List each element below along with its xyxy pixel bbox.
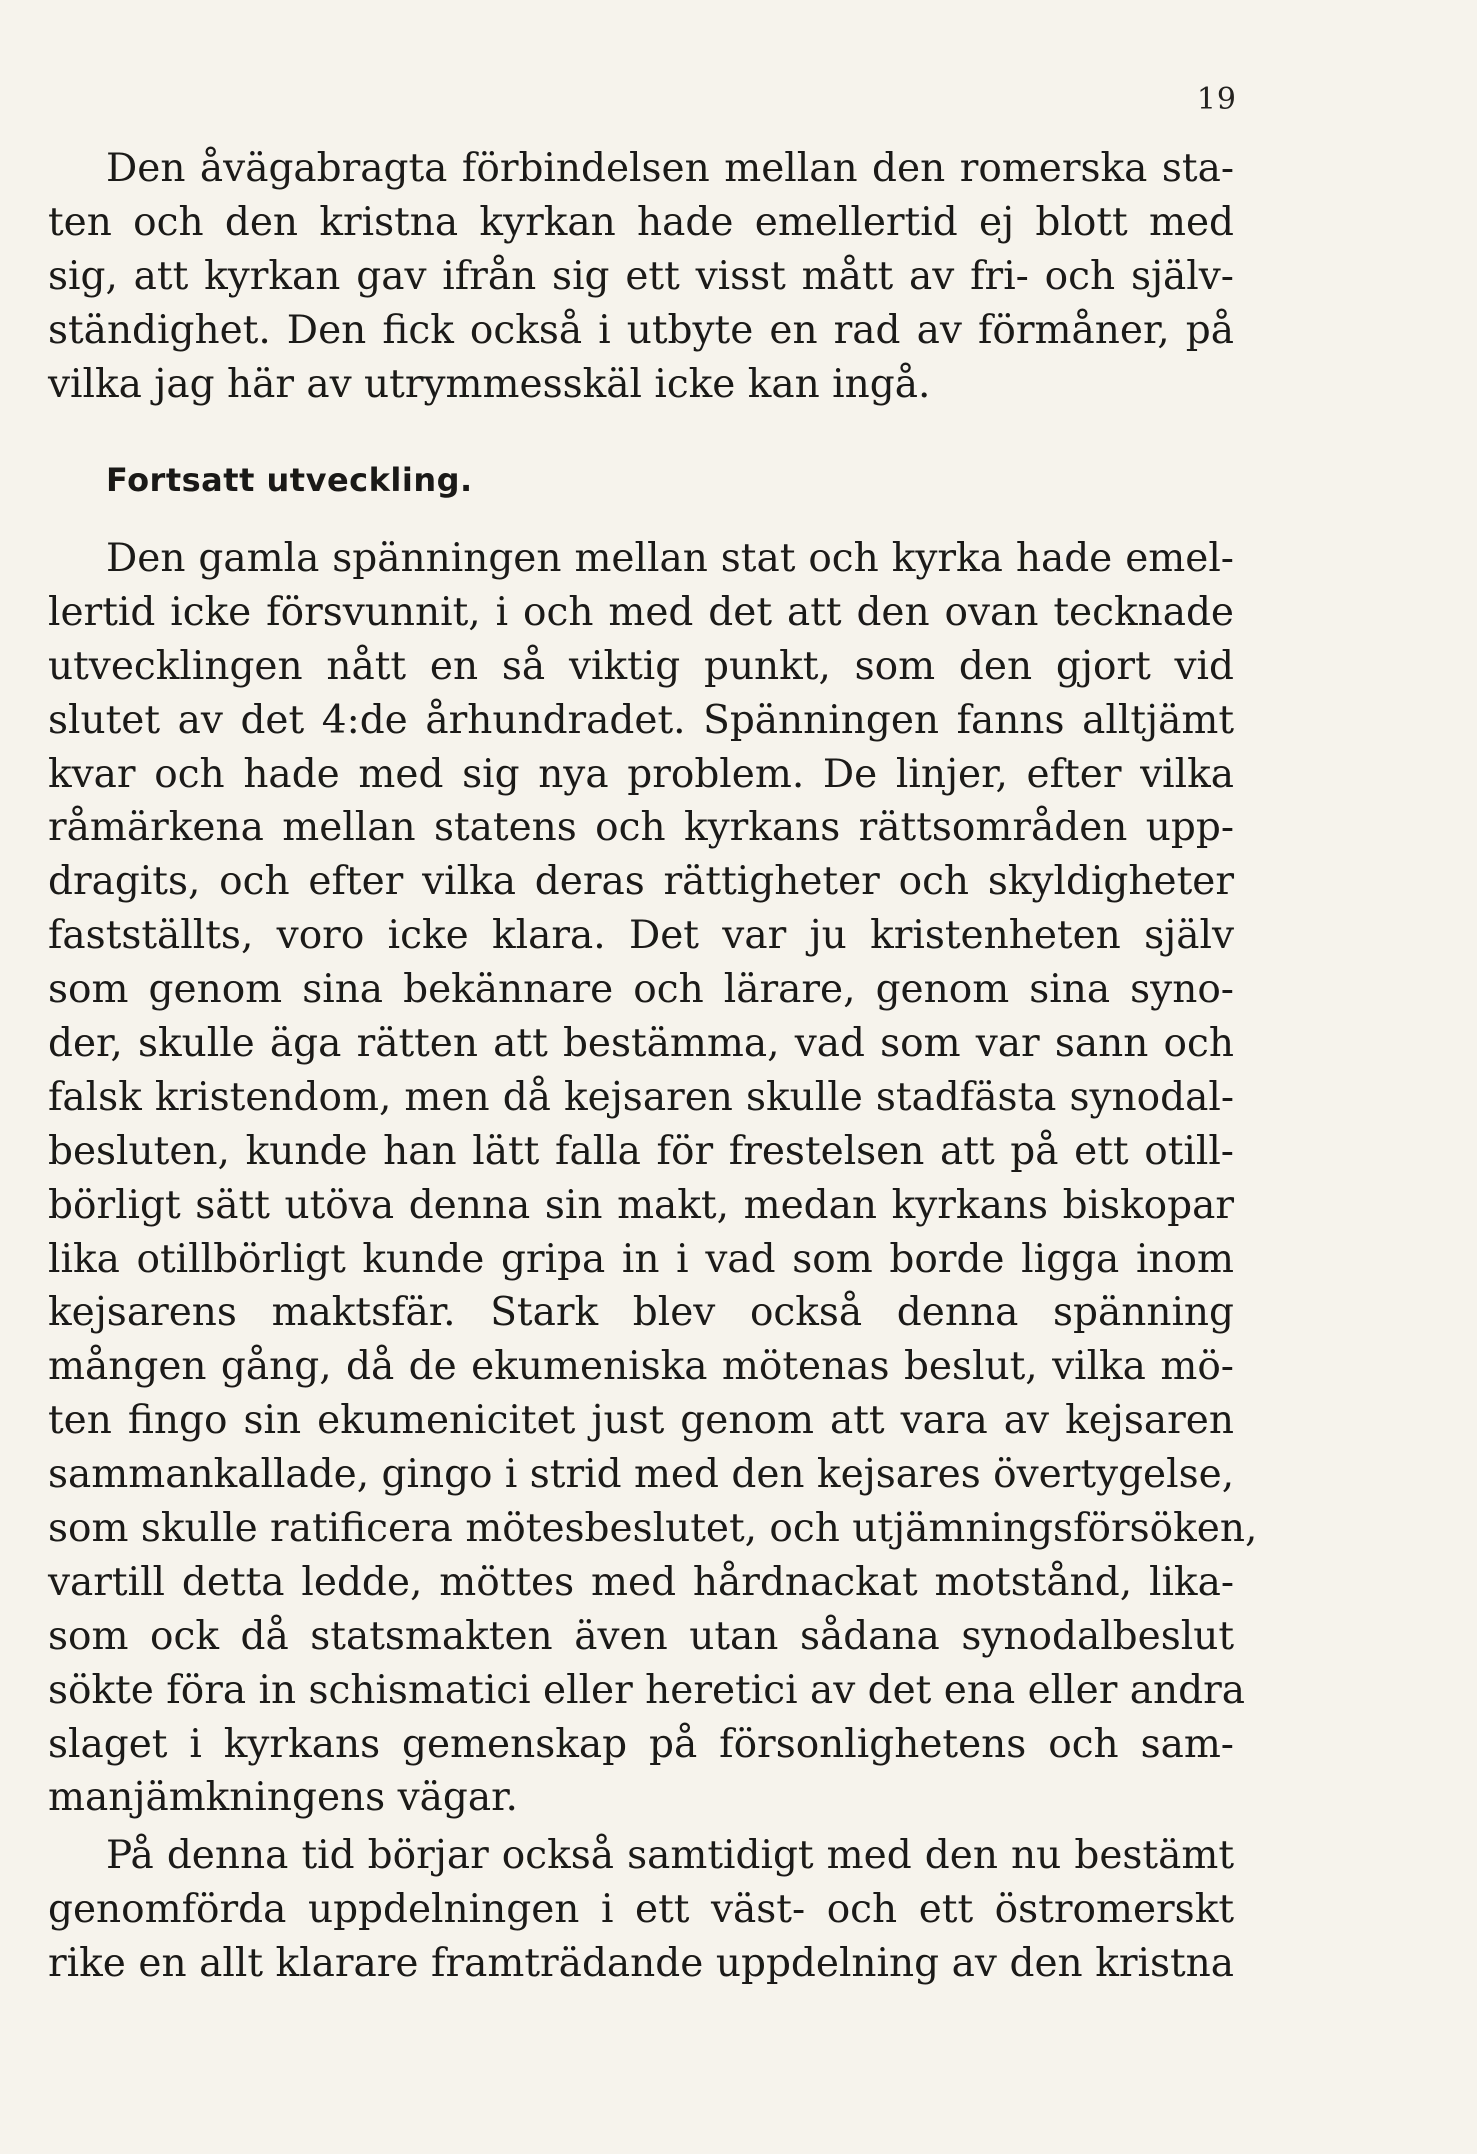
paragraph-line: der, skulle äga rätten att bestämma, vad som var sann och: [48, 1021, 1234, 1067]
paragraph-line: kvar och hade med sig nya problem. De linjer, efter vilka: [48, 751, 1234, 797]
paragraph-line: ten och den kristna kyrkan hade emellertid ej blott med: [48, 200, 1234, 245]
paragraph-line: vilka jag här av utrymmesskäl icke kan ingå.: [48, 362, 931, 407]
paragraph-line: sökte föra in schismatici eller heretici av det ena eller andra: [48, 1667, 1245, 1713]
paragraph-line: som skulle ratificera mötesbeslutet, och utjämningsförsöken,: [48, 1506, 1258, 1552]
paragraph-line: Den gamla spänningen mellan stat och kyrka hade emel-: [106, 536, 1234, 581]
paragraph-2: [48, 532, 1258, 1825]
paragraph-line: Den åvägabragta förbindelsen mellan den romerska sta-: [106, 146, 1234, 191]
paragraph-line: börligt sätt utöva denna sin makt, medan kyrkans biskopar: [48, 1182, 1234, 1228]
paragraph-line: På denna tid börjar också samtidigt med den nu bestämt: [106, 1833, 1234, 1879]
paragraph-line: slutet av det 4:de århundradet. Spänningen fanns alltjämt: [48, 697, 1234, 743]
paragraph-line: lika otillbörligt kunde gripa in i vad som borde ligga inom: [48, 1236, 1234, 1282]
paragraph-line: som genom sina bekännare och lärare, genom sina syno-: [48, 967, 1234, 1013]
paragraph-line: som ock då statsmakten även utan sådana synodalbeslut: [48, 1613, 1234, 1659]
paragraph-line: rike en allt klarare framträdande uppdelning av den kristna: [48, 1941, 1234, 1987]
paragraph-line: vartill detta ledde, möttes med hårdnackat motstånd, lika-: [48, 1559, 1234, 1605]
paragraph-line: fastställts, voro icke klara. Det var ju kristenheten själv: [48, 913, 1234, 959]
paragraph-line: genomförda uppdelningen i ett väst- och ett östromerskt: [48, 1887, 1234, 1933]
paragraph-line: manjämkningens vägar.: [48, 1775, 518, 1821]
paragraph-line: sammankallade, gingo i strid med den kejsares övertygelse,: [48, 1452, 1235, 1498]
paragraph-line: mången gång, då de ekumeniska mötenas beslut, vilka mö-: [48, 1344, 1234, 1390]
body-text: [48, 142, 1258, 1991]
page-number: 19: [1196, 82, 1237, 117]
paragraph-line: besluten, kunde han lätt falla för frestelsen att på ett otill-: [48, 1128, 1234, 1174]
paragraph-line: ständighet. Den fick också i utbyte en rad av förmåner, på: [48, 308, 1234, 353]
paragraph-line: kejsarens maktsfär. Stark blev också denna spänning: [48, 1290, 1234, 1336]
paragraph-line: dragits, och efter vilka deras rättigheter och skyldigheter: [48, 859, 1234, 905]
paragraph-line: lertid icke försvunnit, i och med det att den ovan tecknade: [48, 589, 1234, 635]
paragraph-line: råmärkena mellan statens och kyrkans rättsområden upp-: [48, 805, 1234, 851]
paragraph-line: falsk kristendom, men då kejsaren skulle stadfästa synodal-: [48, 1074, 1234, 1120]
paragraph-line: ten fingo sin ekumenicitet just genom att vara av kejsaren: [48, 1398, 1234, 1444]
paragraph-line: slaget i kyrkans gemenskap på försonlighetens och sam-: [48, 1721, 1234, 1767]
paragraph-line: utvecklingen nått en så viktig punkt, som den gjort vid: [48, 643, 1234, 689]
paragraph-3: [48, 1829, 1234, 1991]
paragraph-1: [48, 142, 1234, 412]
section-heading: Fortsatt utveckling.: [106, 461, 473, 499]
paragraph-line: sig, att kyrkan gav ifrån sig ett visst mått av fri- och själv-: [48, 254, 1234, 299]
